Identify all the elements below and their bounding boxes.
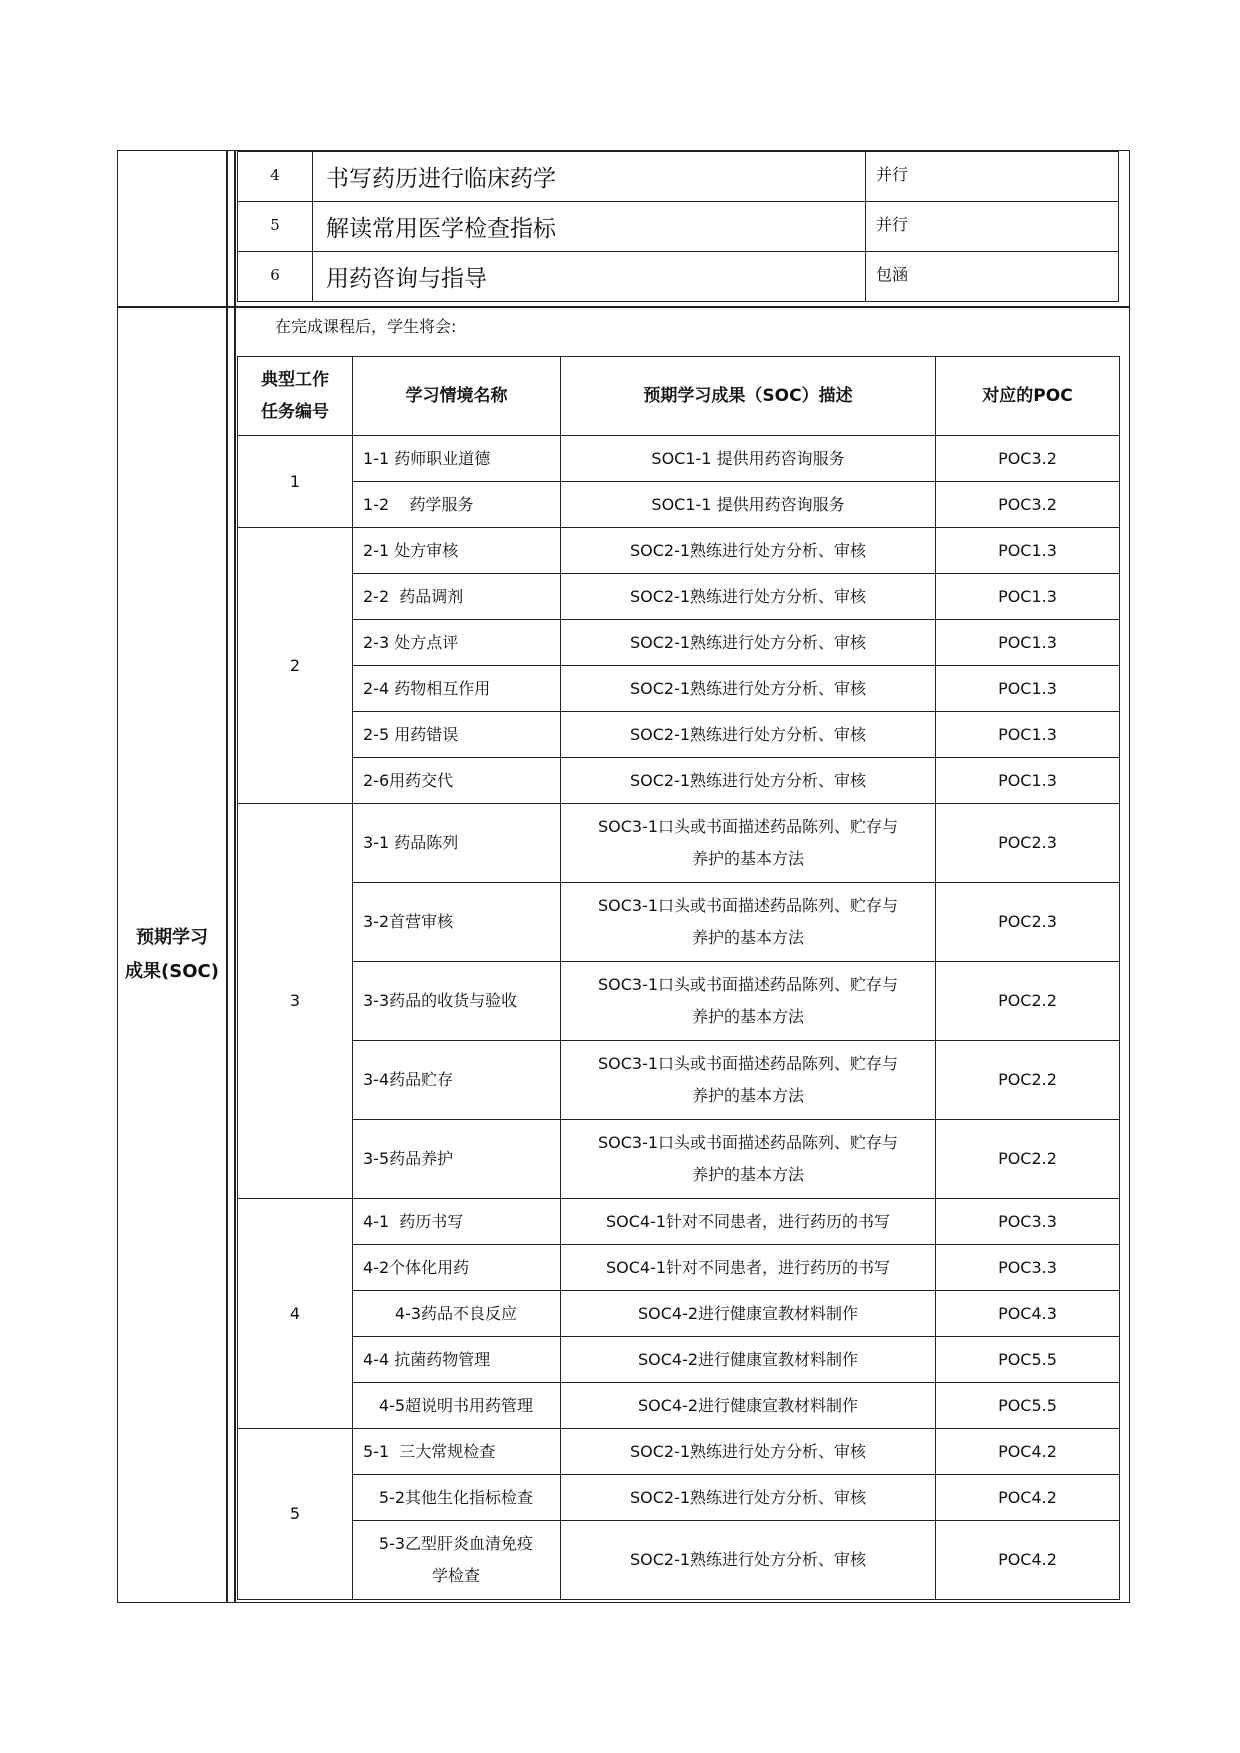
situation-cell: 1-2 药学服务 (353, 482, 561, 528)
situation-cell: 1-1 药师职业道德 (353, 436, 561, 482)
table-header-row (238, 357, 1120, 436)
poc-cell: POC3.2 (936, 482, 1120, 528)
soc-intro-text: 在完成课程后，学生将会: (275, 317, 457, 336)
soc-table (237, 356, 1120, 1600)
situation-cell: 3-3药品的收货与验收 (353, 962, 561, 1041)
situation-cell: 5-3乙型肝炎血清免疫 学检查 (353, 1521, 561, 1600)
poc-cell: POC5.5 (936, 1383, 1120, 1429)
table-row (238, 1383, 1120, 1429)
soc-cell: SOC4-1针对不同患者，进行药历的书写 (561, 1245, 936, 1291)
poc-cell: POC1.3 (936, 620, 1120, 666)
table-row (238, 1429, 1120, 1475)
table-row (238, 574, 1120, 620)
soc-cell: SOC4-1针对不同患者，进行药历的书写 (561, 1199, 936, 1245)
situation-cell: 4-5超说明书用药管理 (353, 1383, 561, 1429)
soc-cell: SOC2-1熟练进行处方分析、审核 (561, 712, 936, 758)
poc-cell: POC4.3 (936, 1291, 1120, 1337)
header-situation: 学习情境名称 (353, 357, 561, 436)
table-row (238, 712, 1120, 758)
table-row (238, 252, 1119, 302)
soc-label-line2: 成果(SOC) (125, 961, 219, 982)
soc-cell: SOC2-1熟练进行处方分析、审核 (561, 620, 936, 666)
soc-cell: SOC2-1熟练进行处方分析、审核 (561, 528, 936, 574)
situation-cell: 3-2首营审核 (353, 883, 561, 962)
poc-cell: POC5.5 (936, 1337, 1120, 1383)
soc-cell: SOC2-1熟练进行处方分析、审核 (561, 1475, 936, 1521)
poc-cell: POC1.3 (936, 574, 1120, 620)
poc-cell: POC1.3 (936, 712, 1120, 758)
soc-cell: SOC3-1口头或书面描述药品陈列、贮存与 养护的基本方法 (561, 1120, 936, 1199)
soc-section-label (117, 307, 227, 1603)
soc-cell: SOC3-1口头或书面描述药品陈列、贮存与 养护的基本方法 (561, 883, 936, 962)
poc-cell: POC2.2 (936, 1120, 1120, 1199)
task-number: 4 (238, 152, 313, 202)
situation-cell: 3-4药品贮存 (353, 1041, 561, 1120)
task-number-cell: 4 (238, 1199, 353, 1429)
poc-cell: POC3.2 (936, 436, 1120, 482)
header-task-number: 典型工作 任务编号 (238, 357, 353, 436)
poc-cell: POC4.2 (936, 1475, 1120, 1521)
poc-cell: POC3.3 (936, 1245, 1120, 1291)
inner-column-divider (234, 150, 236, 1603)
soc-cell: SOC3-1口头或书面描述药品陈列、贮存与 养护的基本方法 (561, 962, 936, 1041)
table-row (238, 1199, 1120, 1245)
task-number: 5 (238, 202, 313, 252)
situation-cell: 3-1 药品陈列 (353, 804, 561, 883)
soc-cell: SOC2-1熟练进行处方分析、审核 (561, 1521, 936, 1600)
soc-cell: SOC4-2进行健康宣教材料制作 (561, 1291, 936, 1337)
table-row (238, 804, 1120, 883)
table-row (238, 1337, 1120, 1383)
situation-cell: 2-2 药品调剂 (353, 574, 561, 620)
task-number: 6 (238, 252, 313, 302)
table-row (238, 1291, 1120, 1337)
situation-cell: 2-4 药物相互作用 (353, 666, 561, 712)
table-row (238, 758, 1120, 804)
situation-cell: 2-6用药交代 (353, 758, 561, 804)
table-row (238, 202, 1119, 252)
table-row (238, 962, 1120, 1041)
soc-cell: SOC3-1口头或书面描述药品陈列、贮存与 养护的基本方法 (561, 804, 936, 883)
section-divider (117, 306, 1130, 308)
poc-cell: POC1.3 (936, 528, 1120, 574)
situation-cell: 4-4 抗菌药物管理 (353, 1337, 561, 1383)
soc-cell: SOC2-1熟练进行处方分析、审核 (561, 574, 936, 620)
task-relation: 包涵 (866, 252, 1119, 302)
poc-cell: POC2.3 (936, 804, 1120, 883)
table-row (238, 528, 1120, 574)
table-row (238, 436, 1120, 482)
situation-cell: 5-1 三大常规检查 (353, 1429, 561, 1475)
table-row (238, 620, 1120, 666)
situation-cell: 4-1 药历书写 (353, 1199, 561, 1245)
header-soc: 预期学习成果（SOC）描述 (561, 357, 936, 436)
soc-cell: SOC2-1熟练进行处方分析、审核 (561, 758, 936, 804)
header-poc: 对应的POC (936, 357, 1120, 436)
task-name: 用药咨询与指导 (313, 252, 866, 302)
soc-cell: SOC2-1熟练进行处方分析、审核 (561, 1429, 936, 1475)
situation-cell: 2-1 处方审核 (353, 528, 561, 574)
poc-cell: POC2.2 (936, 1041, 1120, 1120)
task-number-cell: 2 (238, 528, 353, 804)
task-relation: 并行 (866, 202, 1119, 252)
poc-cell: POC4.2 (936, 1429, 1120, 1475)
situation-cell: 4-2个体化用药 (353, 1245, 561, 1291)
soc-cell: SOC4-2进行健康宣教材料制作 (561, 1337, 936, 1383)
task-relation-table (237, 151, 1119, 302)
table-row (238, 883, 1120, 962)
task-name: 书写药历进行临床药学 (313, 152, 866, 202)
poc-cell: POC2.3 (936, 883, 1120, 962)
soc-cell: SOC4-2进行健康宣教材料制作 (561, 1383, 936, 1429)
table-row (238, 1041, 1120, 1120)
table-row (238, 1521, 1120, 1600)
task-relation: 并行 (866, 152, 1119, 202)
soc-cell: SOC2-1熟练进行处方分析、审核 (561, 666, 936, 712)
task-number-cell: 3 (238, 804, 353, 1199)
table-row (238, 666, 1120, 712)
table-row (238, 1475, 1120, 1521)
situation-cell: 5-2其他生化指标检查 (353, 1475, 561, 1521)
task-name: 解读常用医学检查指标 (313, 202, 866, 252)
poc-cell: POC1.3 (936, 758, 1120, 804)
soc-label-line1: 预期学习 (136, 927, 208, 948)
table-row (238, 1120, 1120, 1199)
soc-cell: SOC3-1口头或书面描述药品陈列、贮存与 养护的基本方法 (561, 1041, 936, 1120)
soc-cell: SOC1-1 提供用药咨询服务 (561, 482, 936, 528)
poc-cell: POC2.2 (936, 962, 1120, 1041)
poc-cell: POC1.3 (936, 666, 1120, 712)
situation-cell: 2-5 用药错误 (353, 712, 561, 758)
table-row (238, 482, 1120, 528)
task-number-cell: 5 (238, 1429, 353, 1600)
table-row (238, 1245, 1120, 1291)
table-row (238, 152, 1119, 202)
situation-cell: 4-3药品不良反应 (353, 1291, 561, 1337)
situation-cell: 3-5药品养护 (353, 1120, 561, 1199)
poc-cell: POC3.3 (936, 1199, 1120, 1245)
poc-cell: POC4.2 (936, 1521, 1120, 1600)
task-number-cell: 1 (238, 436, 353, 528)
soc-cell: SOC1-1 提供用药咨询服务 (561, 436, 936, 482)
situation-cell: 2-3 处方点评 (353, 620, 561, 666)
